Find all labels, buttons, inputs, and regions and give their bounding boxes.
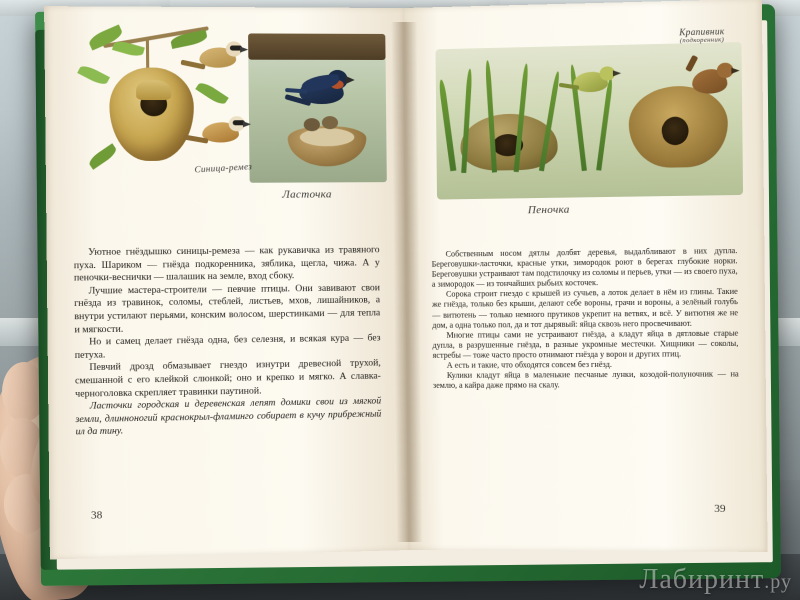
watermark-brand: Лабиринт (639, 564, 765, 595)
paragraph: Многие птицы сами не устраивают гнёзда, а кладут яйца в дятловые старые дупла, в разрушенные гнёзда, в разные укромные местечки. Хищники — соколы, ястребы — тоже часто просто отнимают гнёзда у ворон и других птиц. (432, 328, 739, 360)
right-page-illustration (429, 22, 737, 236)
remez-upper-beak (240, 47, 248, 53)
open-book (35, 4, 781, 586)
leaf-2 (112, 39, 145, 58)
left-page-text-column (74, 244, 382, 439)
swallow-tail-fork (285, 88, 307, 94)
bird-remez-upper (179, 37, 257, 80)
paragraph: А есть и такие, что обходятся совсем без гнёзд. (446, 359, 612, 370)
paragraph: Сорока строит гнездо с крышей из сучьев, а лоток делает в нём из глины. Такие же гнёзда, только без крыши, делают себе вороны, грачи и вороны, а зелёный голубь — витютень — только немного прутиков укрепит на ветвях, и всё. У витютня же не дом, а одна только пол, да и тот дырявый: яйца сквозь него просвечивают. (432, 287, 739, 330)
swallow-nest-lining (300, 128, 355, 146)
branch-stem (146, 39, 149, 69)
paragraph: Но и самец делает гнёзда одна, без селезня, и всякая кура — без петуха. (74, 332, 381, 361)
leaf-6 (87, 143, 119, 169)
watermark-domain: .ру (764, 571, 792, 593)
bird-warbler (559, 61, 631, 107)
leaf-5 (195, 80, 228, 107)
remez-lower-beak (243, 121, 251, 127)
paragraph: Певчий дрозд обмазывает гнездо изнутри древесной трухой, смешанной с его клейкой слюнкой; оно и крепко и мягко. А славка-черноголовка скрепляет травинки паутиной. (74, 357, 381, 400)
wren-beak (731, 68, 739, 74)
paragraph: Лучшие мастера-строители — певчие птицы. Они завивают свои гнёзда из травинок, соломы, стеблей, листьев, мхов, лишайников, а внутри устилают перьями, конским волосом, шерстинками — для тепла и мягкости. (74, 282, 381, 336)
right-page (403, 0, 768, 552)
caption-wren (679, 26, 724, 44)
warbler-beak (613, 70, 621, 76)
page-number-left: 38 (90, 509, 103, 522)
paragraph: Собственным носом дятлы долбят деревья, выдалбливают в них дупла. Береговушки-ласточки, красные утки, зимородок роют в берегах глубокие норки. Береговушки устраивают там подстилочку из соломы и перьев, утки — из своего пуха, а зимородок — из тончайших рыбьих косточек. (431, 245, 738, 290)
paragraph: Ласточки городская и деревенская лепят домики свои из мягкой земли, длинноногий краснокрыл-фламинго собирает в кучу прибрежный ил да тину. (75, 395, 382, 438)
paragraph: Уютное гнёздышко синицы-ремеза — как рукавичка из травяного пуха. Шариком — гнёзда подкоренника, зяблика, щегла, чижа. А у пеночки-веснички — шалашик на земле, вход сбоку. (73, 244, 380, 284)
caption-wren-text: Крапивник (679, 26, 725, 38)
leaf-4 (77, 63, 110, 87)
bird-swallow-adult (283, 64, 370, 124)
swallow-chick-2 (322, 116, 338, 129)
right-page-text-column (432, 246, 739, 391)
paragraph: Кулики кладут яйца в маленькие песчаные лунки, козодой-полуночник — на землю, а кайра даже прямо на скалу. (432, 369, 739, 391)
swallow-chick-1 (304, 118, 320, 131)
left-page-illustration (71, 29, 379, 239)
remez-nest-spout (136, 80, 171, 100)
bird-wren (682, 58, 747, 108)
bird-remez-lower (184, 112, 262, 155)
caption-swallow: Ласточка (282, 188, 332, 201)
swallow-beam (248, 33, 385, 60)
caption-remez: Синица-ремез (194, 161, 253, 175)
left-page (44, 6, 409, 559)
watermark (639, 564, 792, 596)
caption-warbler: Пеночка (527, 203, 570, 217)
swallow-beak (346, 76, 355, 84)
caption-wren-subtext: (подкоренник) (679, 36, 725, 45)
page-number-right: 39 (714, 502, 726, 516)
